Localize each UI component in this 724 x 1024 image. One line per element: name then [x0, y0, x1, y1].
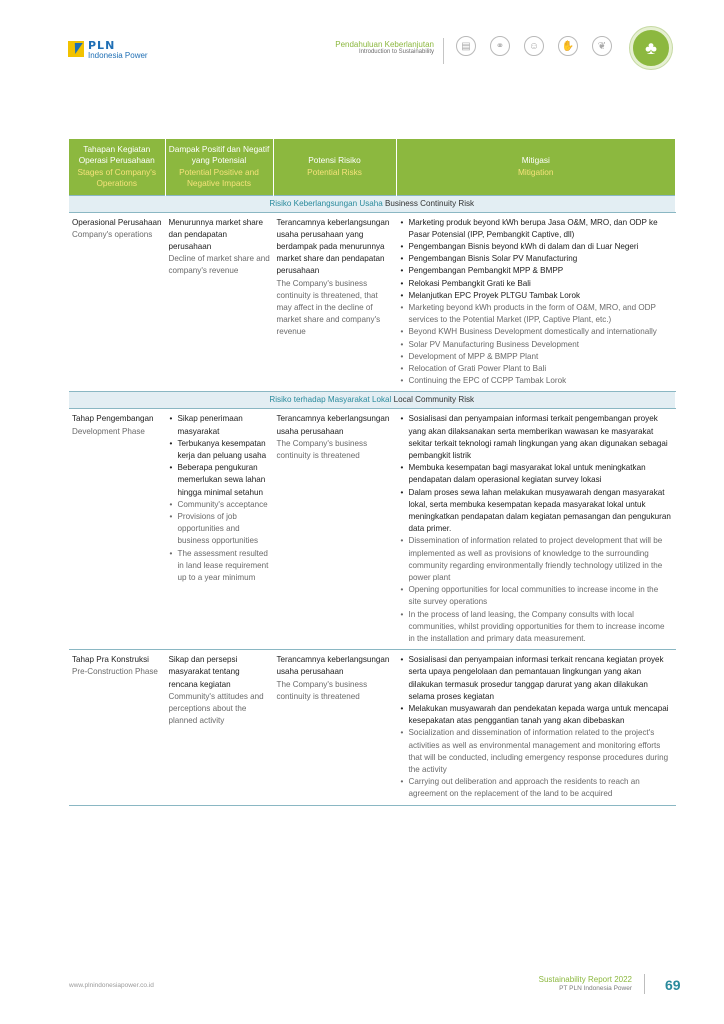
risk-id: Terancamnya keberlangsungan usaha perusahaan [276, 414, 390, 436]
section-title-en: Introduction to Sustainability [358, 49, 434, 56]
list-item: • Dissemination of information related to project development that will be implemented as well as provisions of knowledge to the surrounding community regarding environmentally friendly technology utilized in the power plant [400, 535, 673, 584]
list-item: • Carrying out deliberation and approach the residents to reach an agreement on the replacement of the land to be acquired [400, 776, 673, 800]
risk-id: Terancamnya keberlangsungan usaha perusahaan [276, 655, 390, 677]
impact-id: Sikap dan persepsi masyarakat tentang rencana kegiatan [168, 655, 240, 689]
impact-en: Community's attitudes and perceptions about the planned activity [168, 691, 264, 726]
mitigation-list [400, 217, 673, 388]
logo-subtitle: Indonesia Power [88, 51, 148, 60]
pln-lightning-icon [68, 41, 84, 57]
list-item: • In the process of land leasing, the Company consults with local communities, whilst providing opportunities for them to increase income in the installation and primary data measurement. [400, 609, 673, 646]
leaf-hand-icon[interactable]: ❦ [592, 36, 612, 56]
header-impacts: Dampak Positif dan Negatif yang Potensial Potential Positive and Negative Impacts [165, 139, 273, 195]
list-item: • Terbukanya kesempatan kerja dan peluang usaha [169, 438, 271, 462]
section-title-id: Pendahuluan Keberlanjutan [335, 40, 434, 49]
hand-coins-icon[interactable]: ✋ [558, 36, 578, 56]
list-item: • Pengembangan Pembangkit MPP & BMPP [400, 265, 673, 277]
website-url[interactable]: www.plnindonesiapower.co.id [69, 982, 154, 989]
list-item: • Pengembangan Bisnis Solar PV Manufacturing [400, 253, 673, 265]
stage-id: Tahap Pengembangan [72, 414, 154, 424]
plant-icon[interactable]: ♣ [630, 27, 672, 69]
impact-id: Menurunnya market share dan pendapatan perusahaan [168, 217, 263, 251]
chapter-nav [456, 36, 612, 56]
list-item: • Development of MPP & BMPP Plant [400, 351, 673, 363]
stage-id: Tahap Pra Konstruksi [72, 655, 149, 665]
list-item: • Marketing beyond kWh products in the form of O&M, MRO, and ODP services to the Potential Market (IPP, Captive Plant, etc.) [400, 302, 673, 326]
table-row [69, 650, 675, 805]
list-item: • Community's acceptance [169, 499, 271, 511]
stage-en: Pre-Construction Phase [72, 667, 158, 677]
list-item: • Membuka kesempatan bagi masyarakat lokal untuk meningkatkan pendapatan dalam operasional kegiatan survey lokasi [400, 462, 673, 486]
handshake-icon[interactable]: ⚭ [490, 36, 510, 56]
list-item: • Continuing the EPC of CCPP Tambak Lorok [400, 375, 673, 387]
header-risks: Potensi Risiko Potential Risks [273, 139, 396, 195]
list-item: • Sikap penerimaan masyarakat [169, 413, 271, 437]
page-number: 69 [665, 977, 681, 993]
report-title: Sustainability Report 2022 [538, 975, 632, 984]
section-row-local-community: Risiko terhadap Masyarakat Lokal Local Community Risk [69, 392, 675, 409]
mitigation-list [400, 654, 673, 800]
stage-en: Company's operations [72, 229, 153, 239]
list-item: • Marketing produk beyond kWh berupa Jasa O&M, MRO, dan ODP ke Pasar Potensial (IPP, Pembangkit Captive, dll) [400, 217, 673, 241]
stage-en: Development Phase [72, 426, 145, 436]
list-item: • Dalam proses sewa lahan melakukan musyawarah dengan masyarakat lokal, serta membuka kesempatan kepada masyarakat lokal untuk meningkatkan pendapatan dalam kegiatan pemasangan dan pengukuran data primer. [400, 487, 673, 536]
section-row-business-continuity: Risiko Keberlangsungan Usaha Business Continuity Risk [69, 195, 675, 212]
list-item: • Sosialisasi dan penyampaian informasi terkait rencana kegiatan proyek serta upaya pengelolaan dan pemantauan lingkungan yang akan dilakukan termasuk prosedur tanggap darurat yang akan dilakukan selama proses kegiatan [400, 654, 673, 703]
list-item: • Solar PV Manufacturing Business Development [400, 339, 673, 351]
list-item: • Relokasi Pembangkit Grati ke Bali [400, 278, 673, 290]
risk-en: The Company's business continuity is threatened [276, 438, 368, 460]
section-breadcrumb [335, 40, 434, 56]
company-name: PT PLN Indonesia Power [559, 985, 632, 992]
risk-id: Terancamnya keberlangsungan usaha perusahaan yang berdampak pada menurunnya market share dan pendapatan perusahaan [276, 217, 390, 276]
list-item: • The assessment resulted in land lease requirement up to a year minimum [169, 548, 271, 585]
header-divider [443, 38, 444, 64]
table-row [69, 409, 675, 650]
risk-en: The Company's business continuity is threatened [276, 679, 368, 701]
logo-name: PLN [88, 39, 116, 52]
footer-divider [644, 974, 645, 994]
list-item: • Provisions of job opportunities and business opportunities [169, 511, 271, 548]
footer-report [539, 975, 632, 993]
list-item: • Relocation of Grati Power Plant to Bali [400, 363, 673, 375]
impact-en: Decline of market share and company's revenue [168, 254, 270, 276]
header-stages: Tahapan Kegiatan Operasi Perusahaan Stages of Company's Operations [69, 139, 165, 195]
list-item: • Sosialisasi dan penyampaian informasi terkait pengembangan proyek yang akan dilaksanakan serta memberikan wawasan ke masyarakat sekitar terkait teknologi ramah lingkungan yang akan digunakan sebagai pembangkit listrik [400, 413, 673, 462]
table-row [69, 212, 675, 392]
risk-mitigation-table [69, 139, 676, 806]
stage-id: Operasional Perusahaan [72, 217, 162, 227]
impact-list [169, 413, 271, 584]
mitigation-list [400, 413, 673, 645]
header-mitigation: Mitigasi Mitigation [396, 139, 675, 195]
list-item: • Melanjutkan EPC Proyek PLTGU Tambak Lorok [400, 290, 673, 302]
list-item: • Socialization and dissemination of information related to the project's activities as well as environmental management and monitoring efforts that will be conducted, including emergency response procedures during the activity [400, 727, 673, 776]
list-item: • Beyond KWH Business Development domestically and internationally [400, 326, 673, 338]
list-item: • Melakukan musyawarah dan pendekatan kepada warga untuk mencapai kesepakatan atas penggantian tanah yang akan dibebaskan [400, 703, 673, 727]
list-item: • Opening opportunities for local communities to increase income in the site survey operations [400, 584, 673, 608]
risk-en: The Company's business continuity is threatened, that may affect in the decline of market share and company's revenue [276, 278, 381, 337]
list-item: • Beberapa pengukuran memerlukan sewa lahan hingga minimal setahun [169, 462, 271, 499]
table-header-row [69, 139, 675, 195]
people-icon[interactable]: ☺ [524, 36, 544, 56]
company-logo [68, 40, 148, 60]
document-icon[interactable]: ▤ [456, 36, 476, 56]
list-item: • Pengembangan Bisnis beyond kWh di dalam dan di Luar Negeri [400, 241, 673, 253]
